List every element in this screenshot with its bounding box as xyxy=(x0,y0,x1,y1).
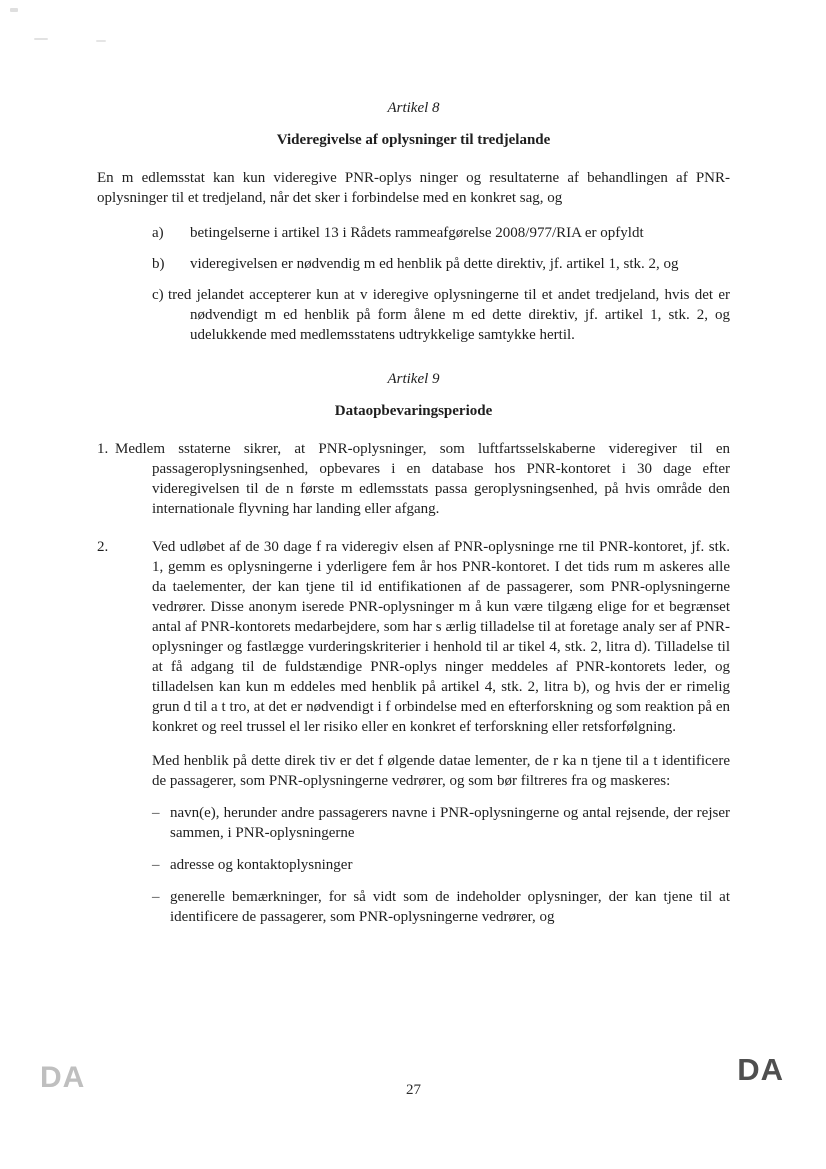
list-item-text: tred jelandet accepterer kun at v ideregive oplysningerne til et andet tredjeland, hvis det er nødvendigt m ed henblik på form ålene m ed dette direktiv, jf. artikel 1, stk. 2, og udelukkende med medlemsstatens udtrykkelige samtykke hertil. xyxy=(168,287,730,343)
bullet-text: generelle bemærkninger, for så vidt som de indeholder oplysninger, der kan tjene til at identificere de passagerer, som PNR-oplysningerne vedrører, og xyxy=(170,889,730,925)
paragraph-number-label: 1. xyxy=(97,441,109,457)
bullet-item-names xyxy=(97,803,730,843)
list-item-text: videregivelsen er nødvendig m ed henblik på dette direktiv, jf. artikel 1, stk. 2, og xyxy=(190,256,679,272)
article9-title: Artikel 9 xyxy=(387,371,440,387)
list-item-label: b) xyxy=(152,256,165,272)
paragraph-text: Medlem sstaterne sikrer, at PNR-oplysninger, som luftfartsselskaberne videregiver til en passageroplysningsenhed, opbevares i en database hos PNR-kontoret i 30 dage efter videregivelsen til de n første m edlemsstats passa geroplysningsenhed, på hvis område den internationale flyvning har landing eller afgang. xyxy=(115,441,730,517)
paragraph-text: Ved udløbet af de 30 dage f ra videregiv elsen af PNR-oplysninge rne til PNR-kontoret, jf. stk. 1, gemm es oplysningerne i yderligere fem år hos PNR-kontoret. I det tids rum m askeres alle da taelementer, der kan tjene til id entifikationen af de passagerer, som PNR-oplysningerne vedrører. Disse anonym iserede PNR-oplysninger m å kun være tilgæng elige for et begrænset antal af PNR-kontorets medarbejdere, som har s ærlig tilladelse til at foretage analy ser af PNR-oplysninger og fastlægge vurderingskriterier i henhold til ar tikel 4, stk. 2, litra d). Tilladelse til at få adgang til de fuldstændige PNR-oplys ninger meddeles af PNR-kontorets leder, og tilladelsen kan kun m eddeles med henblik på artikel 4, stk. 2, litra b), og hvis der er rimelig grun d til a t tro, at det er nødvendigt i f orbindelse med en efterforskning og som reaktion på en konkret og reel trussel el ler risiko eller en konkret ef terforskning eller retsforfølgning. xyxy=(152,539,730,735)
article9-continuation-paragraph: Med henblik på dette direk tiv er det f ølgende datae lementer, de r ka n tjene til a t identificere de passagerer, som PNR-oplysningerne vedrører, og som bør filtreres fra og maskeres: xyxy=(152,753,730,789)
language-code-stamp-left: DA xyxy=(40,1061,86,1094)
language-code-stamp-right: DA xyxy=(737,1052,784,1087)
dash-bullet-icon: – xyxy=(152,857,160,873)
bullet-item-address xyxy=(97,855,730,875)
article9-heading: Dataopbevaringsperiode xyxy=(334,403,493,419)
article8-item-c xyxy=(97,285,730,345)
dash-bullet-icon: – xyxy=(152,805,160,821)
list-item-label: a) xyxy=(152,225,164,241)
scan-artifact xyxy=(10,8,18,12)
article8-item-a xyxy=(97,223,730,243)
article8-title: Artikel 8 xyxy=(387,100,440,116)
page-number: 27 xyxy=(406,1082,421,1098)
article9-paragraph-2 xyxy=(97,537,730,737)
list-item-label: c) xyxy=(152,287,164,303)
dash-bullet-icon: – xyxy=(152,889,160,905)
article8-item-b xyxy=(97,254,730,274)
list-item-text: betingelserne i artikel 13 i Rådets rammeafgørelse 2008/977/RIA er opfyldt xyxy=(190,225,644,241)
article8-intro-paragraph: En m edlemsstat kan kun videregive PNR-oplys ninger og resultaterne af behandlingen af PNR-oplysninger til et tredjeland, når det sker i forbindelse med en konkret sag, og xyxy=(97,170,730,206)
scan-artifact xyxy=(34,38,48,40)
paragraph-number-label: 2. xyxy=(97,539,109,555)
bullet-text: adresse og kontaktoplysninger xyxy=(170,857,353,873)
page-content xyxy=(97,98,730,939)
article9-paragraph-1 xyxy=(97,439,730,519)
bullet-item-general-remarks xyxy=(97,887,730,927)
article8-heading: Videregivelse af oplysninger til tredjelande xyxy=(276,132,551,148)
scan-artifact xyxy=(96,40,106,42)
bullet-text: navn(e), herunder andre passagerers navne i PNR-oplysningerne og antal rejsende, der rejser sammen, i PNR-oplysningerne xyxy=(170,805,730,841)
